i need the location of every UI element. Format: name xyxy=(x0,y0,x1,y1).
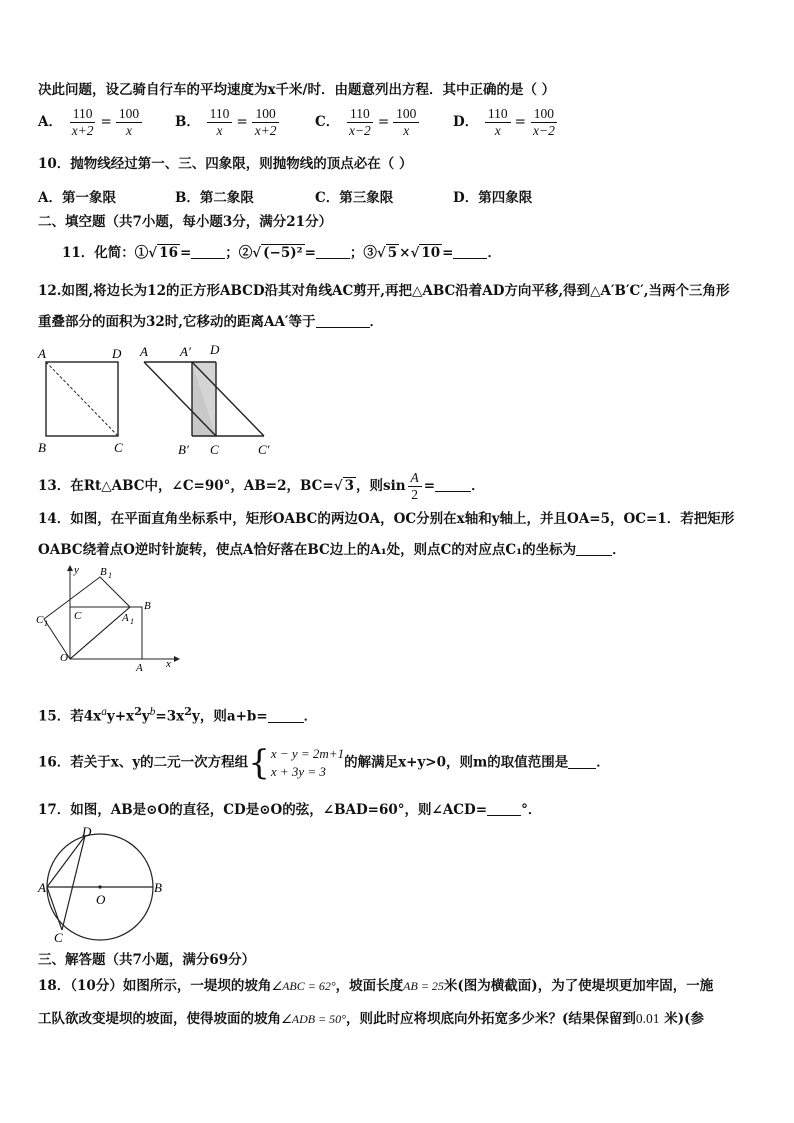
q13: 13．在Rt△ABC中，∠C=90°，AB=2，BC=√ 3 ，则sin $\frac{A}{2}$ = ． xyxy=(38,470,485,502)
svg-text:C: C xyxy=(36,614,44,626)
q11: 11．化简：①√ 16 = ；②√ (−5)² = ；③√ 5 ×√ 10 = ． xyxy=(62,245,501,261)
section-fill-in-heading: 二、填空题（共7小题，每小题3分，满分21分） xyxy=(38,214,333,230)
svg-text:C: C xyxy=(54,930,63,945)
q16: 16．若关于x、y的二元一次方程组 { x − y = 2m+1 x + 3y = 3 的解满足x+y>0，则m的取值范围是 ． xyxy=(38,743,610,783)
q9-option-b: B． $\frac{110}{x}$ = $\frac{100}{x+2}$ xyxy=(175,106,282,139)
q15: 15．若$4x^ay+x^2y^b=3x^2y$，则a+b= ． xyxy=(38,704,318,725)
svg-text:A: A xyxy=(38,880,46,895)
svg-text:A: A xyxy=(38,346,46,361)
q12-figure xyxy=(36,340,286,460)
svg-text:B: B xyxy=(144,600,151,612)
svg-text:A: A xyxy=(140,344,148,359)
svg-text:A′: A′ xyxy=(180,344,191,359)
q9-option-c: C． $\frac{110}{x-2}$ = $\frac{100}{x}$ xyxy=(315,106,421,139)
q9-option-d: D． $\frac{110}{x}$ = $\frac{100}{x-2}$ xyxy=(453,106,560,139)
svg-text:B: B xyxy=(154,880,162,895)
svg-text:D: D xyxy=(82,826,92,839)
svg-text:D: D xyxy=(112,346,122,361)
svg-text:D: D xyxy=(210,342,220,357)
svg-text:x: x xyxy=(166,658,171,670)
svg-text:1: 1 xyxy=(44,619,48,628)
q12-line1: 12.如图,将边长为12的正方形ABCD沿其对角线AC剪开,再把△ABC沿着AD方向平移,得到△A′B′C′,当两个三角形 xyxy=(38,283,730,299)
svg-text:B′: B′ xyxy=(178,442,189,457)
q10-option-c: C．第三象限 xyxy=(315,190,394,206)
q9-option-a: A． $\frac{110}{x+2}$ = $\frac{100}{x}$ xyxy=(38,106,144,139)
svg-text:y: y xyxy=(74,564,79,576)
svg-text:A: A xyxy=(136,662,143,673)
q17: 17．如图，AB是⊙O的直径，CD是⊙O的弦，∠BAD=60°，则∠ACD= °． xyxy=(38,802,542,818)
q18-line1: 18．（10分）如图所示，一堤坝的坡角∠ABC = 62°，坡面长度AB = 25米(图为横截面)，为了使堤坝更加牢固，一施 xyxy=(38,978,714,994)
svg-text:C: C xyxy=(210,442,219,457)
svg-text:1: 1 xyxy=(108,571,112,580)
q12-line2: 重叠部分的面积为32时,它移动的距离AA′等于 ． xyxy=(38,314,383,330)
square-figure xyxy=(37,346,123,455)
svg-text:B: B xyxy=(100,566,107,578)
translated-triangles-figure xyxy=(139,342,270,457)
svg-text:A: A xyxy=(122,612,129,624)
q17-circle-figure xyxy=(36,826,166,946)
svg-text:C′: C′ xyxy=(258,442,270,457)
section-answer-heading: 三、解答题（共7小题，满分69分） xyxy=(38,952,256,968)
q18-line2: 工队欲改变堤坝的坡面，使得坡面的坡角∠ADB = 50°，则此时应将坝底向外拓宽多少米？(结果保留到0.01 米)(参 xyxy=(38,1011,704,1027)
q10-option-d: D．第四象限 xyxy=(453,190,533,206)
svg-text:C: C xyxy=(74,610,82,622)
q10-option-a: A．第一象限 xyxy=(38,190,116,206)
q14-figure xyxy=(34,563,184,673)
svg-text:O: O xyxy=(96,892,106,907)
svg-text:B: B xyxy=(38,440,46,455)
svg-text:O: O xyxy=(60,652,68,664)
q10-stem: 10．抛物线经过第一、三、四象限，则抛物线的顶点必在（ ） xyxy=(38,156,413,172)
q14-line1: 14．如图，在平面直角坐标系中，矩形OABC的两边OA，OC分别在x轴和y轴上，并且OA=5，OC=1．若把矩形 xyxy=(38,511,735,527)
equation-system: { x − y = 2m+1 x + 3y = 3 xyxy=(248,743,345,783)
svg-text:C: C xyxy=(114,440,123,455)
q10-option-b: B．第二象限 xyxy=(175,190,254,206)
svg-text:1: 1 xyxy=(130,617,134,626)
q9-stem: 决此问题，设乙骑自行车的平均速度为x千米/时．由题意列出方程．其中正确的是（ ） xyxy=(38,82,556,98)
q14-line2: OABC绕着点O逆时针旋转，使点A恰好落在BC边上的A₁处，则点C的对应点C₁的坐标为 ． xyxy=(38,542,626,558)
